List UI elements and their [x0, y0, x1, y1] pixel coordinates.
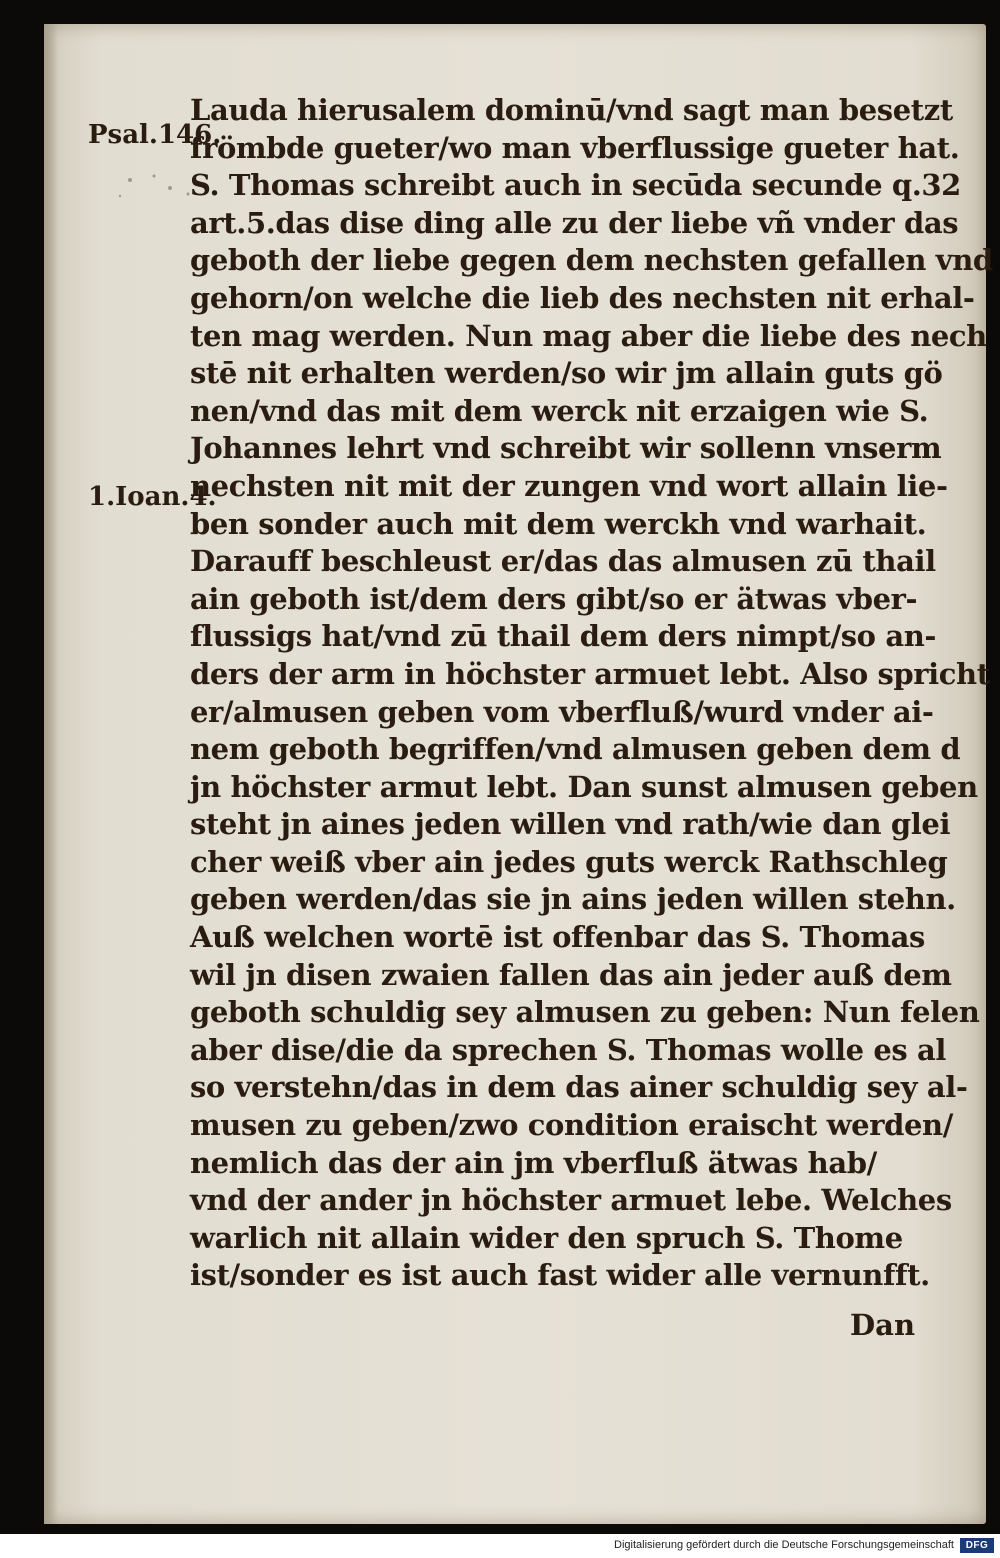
text-line: aber dise/die da sprechen S. Thomas wolle es al: [190, 1032, 947, 1067]
margin-note-john: 1.Ioan.4.: [88, 482, 217, 512]
text-line: ist/sonder es ist auch fast wider alle vernunfft.: [190, 1258, 930, 1293]
text-line: stē nit erhalten werden/so wir jm allain guts gö: [190, 356, 943, 391]
text-line: musen zu geben/zwo condition eraischt werden/: [190, 1108, 953, 1143]
text-line: art.5.das dise ding alle zu der liebe vñ vnder das: [190, 205, 959, 240]
text-line: er/almusen geben vom vberfluß/wurd vnder ai-: [190, 694, 934, 729]
body-text: [190, 92, 993, 1295]
text-line: geboth der liebe gegen dem nechsten gefallen vnd: [190, 243, 993, 278]
text-line: wil jn disen zwaien fallen das ain jeder auß dem: [190, 957, 952, 992]
text-line: warlich nit allain wider den spruch S. Thome: [190, 1220, 903, 1255]
text-line: S. Thomas schreibt auch in secūda secunde q.32: [190, 168, 961, 203]
text-line: geben werden/das sie jn ains jeden willen stehn.: [190, 882, 956, 917]
dfg-logo: DFG: [960, 1538, 994, 1553]
text-line: Auß welchen wortē ist offenbar das S. Thomas: [190, 920, 925, 955]
text-line: Johannes lehrt vnd schreibt wir sollenn vnserm: [190, 431, 942, 466]
footer-bar: [0, 1534, 1000, 1558]
text-line: nem geboth begriffen/vnd almusen geben dem d: [190, 732, 961, 767]
text-line: cher weiß vber ain jedes guts werck Rathschleg: [190, 844, 948, 879]
text-line: nechsten nit mit der zungen vnd wort allain lie-: [190, 468, 948, 503]
text-line: so verstehn/das in dem das ainer schuldig sey al-: [190, 1070, 968, 1105]
ink-smudge: [110, 168, 200, 208]
text-line: nen/vnd das mit dem werck nit erzaigen wie S.: [190, 393, 929, 428]
catchword: Dan: [850, 1308, 916, 1342]
text-line: nemlich das der ain jm vberfluß ätwas hab/: [190, 1145, 877, 1180]
text-line: vnd der ander jn höchster armuet lebe. Welches: [190, 1183, 952, 1218]
page-gutter-shadow: [44, 24, 58, 1524]
text-line: ten mag werden. Nun mag aber die liebe des nech: [190, 318, 987, 353]
text-line: Lauda hierusalem dominū/vnd sagt man besetzt: [190, 93, 953, 127]
text-line: geboth schuldig sey almusen zu geben: Nun felen: [190, 995, 980, 1030]
text-line: ders der arm in höchster armuet lebt. Also spricht: [190, 656, 990, 691]
text-line: ain geboth ist/dem ders gibt/so er ätwas vber-: [190, 581, 918, 616]
text-line: flussigs hat/vnd zū thail dem ders nimpt/so an-: [190, 619, 937, 654]
text-line: ben sonder auch mit dem werckh vnd warhait.: [190, 506, 927, 541]
margin-note-psalm: Psal.146.: [88, 120, 222, 150]
text-line: Darauff beschleust er/das das almusen zū thail: [190, 544, 936, 579]
funding-credit: Digitalisierung gefördert durch die Deutsche Forschungsgemeinschaft: [614, 1539, 954, 1551]
text-line: steht jn aines jeden willen vnd rath/wie dan glei: [190, 807, 951, 842]
text-line: jn höchster armut lebt. Dan sunst almusen geben: [190, 769, 978, 804]
text-line: gehorn/on welche die lieb des nechsten nit erhal-: [190, 280, 975, 315]
text-line: frömbde gueter/wo man vberflussige gueter hat.: [190, 130, 960, 165]
